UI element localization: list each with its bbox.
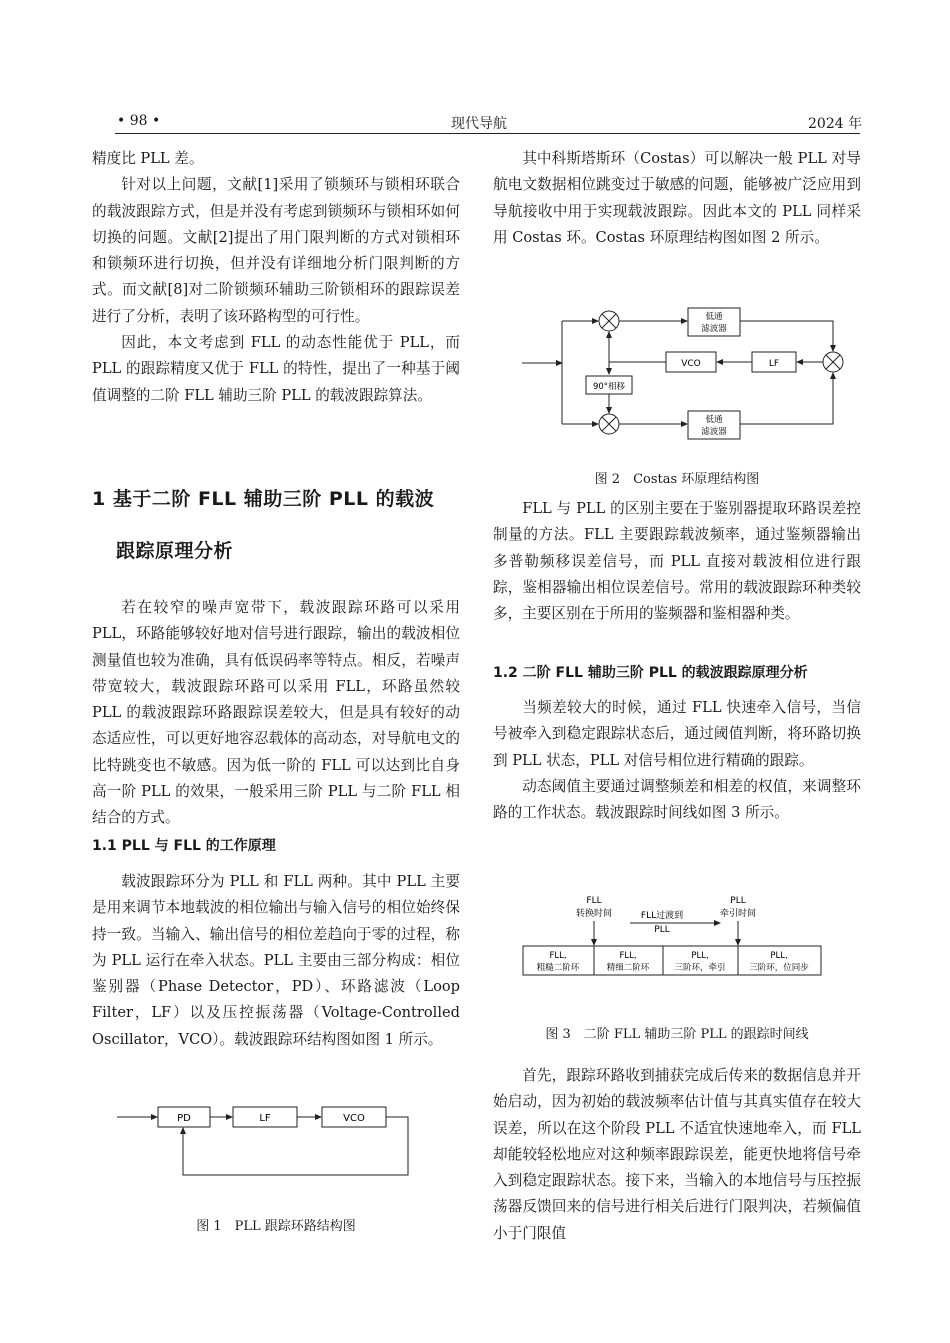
right-column-bottom: [493, 1063, 861, 1247]
stage-label: 三阶环，牵引: [674, 963, 726, 973]
pd-label: PD: [177, 1113, 191, 1124]
paragraph: 针对以上问题，文献[1]采用了锁频环与锁相环联合的载波跟踪方式，但是并没有考虑到锁频环与锁相环如何切换的问题。文献[2]提出了用门限判断的方式对锁相环和锁频环进行切换，但并没有详细地分析门限判断的方式。而文献[8]对二阶锁频环辅助三阶锁相环的跟踪误差进行了分析，表明了该环路构型的可行性。: [92, 176, 460, 325]
marker-label: PLL: [730, 896, 746, 906]
stage-label: 粗糙二阶环: [536, 963, 580, 973]
left-column-mid: [92, 595, 460, 832]
stage-label: 三阶环，位同步: [749, 963, 809, 973]
paragraph: 其中科斯塔斯环（Costas）可以解决一般 PLL 对导航电文数据相位跳变过于敏感的问题，能够被广泛应用到导航接收中用于实现载波跟踪。因此本文的 PLL 同样采用 Costas 环。Costas 环原理结构图如图 2 所示。: [493, 150, 861, 246]
arrow: [740, 373, 833, 424]
paragraph: 若在较窄的噪声宽带下，载波跟踪环路可以采用 PLL，环路能够较好地对信号进行跟踪，输出的载波相位测量值也较为准确，具有低误码率等特点。相反，若噪声带宽较大，载波跟踪环路可以采用 FLL，环路虽然较 PLL 的载波跟踪环路跟踪误差较大，但是具有较好的动态适应性，可以更好地容忍载体的高动态，对导航电文的比特跳变也不敏感。因为低一阶的 FLL 可以达到比自身高一阶 PLL 的效果，一般采用三阶 PLL 与二阶 FLL 相结合的方式。: [92, 599, 460, 827]
figure-1-caption: 图 1 PLL 跟踪环路结构图: [196, 1219, 356, 1234]
section-heading-cont: 跟踪原理分析: [116, 540, 234, 562]
filter-label: 低通: [705, 415, 723, 425]
marker-label: FLL过渡到: [640, 911, 684, 921]
lf-label: LF: [768, 359, 780, 369]
paragraph: 载波跟踪环分为 PLL 和 FLL 两种。其中 PLL 主要是用来调节本地载波的相位输出与输入信号的相位始终保持一致。当输入、输出信号的相位差趋向于零的过程，称为 PLL 运行在牵入状态。PLL 主要由三部分构成：相位鉴别器（Phase Detector，PD）、环路滤波（Loop Filter，LF）以及压控振荡器（Voltage-Controlled Oscillator，VCO）。载波跟踪环结构图如图 1 所示。: [92, 873, 460, 1048]
marker-label: PLL: [654, 925, 670, 935]
paragraph: 精度比 PLL 差。: [92, 150, 204, 167]
paragraph: 首先，跟踪环路收到捕获完成后传来的数据信息并开始启动，因为初始的载波频率估计值与其真实值存在较大误差，所以在这个阶段 PLL 不适宜快速地牵入，而 FLL 却能较轻松地应对这种频率跟踪误差，能更快地将信号牵入到稳定跟踪状态。接下来，当输入的本地信号与压控振荡器反馈回来的信号进行相关后进行门限判决，若频偏值小于门限值: [493, 1067, 861, 1242]
filter-label: 滤波器: [701, 324, 727, 334]
marker-label: 转换时间: [575, 909, 613, 919]
publication-year: 2024 年: [808, 116, 863, 132]
subsection-heading: 1.1 PLL 与 FLL 的工作原理: [92, 838, 276, 854]
marker-label: FLL: [586, 896, 602, 906]
paragraph: FLL 与 PLL 的区别主要在于鉴别器提取环路误差控制量的方法。FLL 主要跟踪载波频率，通过鉴频器输出多普勒频移误差信号，而 PLL 直接对载波相位进行跟踪，鉴相器输出相位误差信号。常用的载波跟踪环种类较多，主要区别在于所用的鉴频器和鉴相器种类。: [493, 500, 861, 623]
header-rule: [115, 133, 860, 134]
section-heading: 1 基于二阶 FLL 辅助三阶 PLL 的载波: [92, 488, 435, 510]
journal-title: 现代导航: [451, 116, 507, 132]
paragraph: 当频差较大的时候，通过 FLL 快速牵入信号，当信号被牵入到稳定跟踪状态后，通过阈值判断，将环路切换到 PLL 状态，PLL 对信号相位进行精确的跟踪。: [493, 699, 861, 769]
figure-2-caption: 图 2 Costas 环原理结构图: [594, 472, 760, 487]
right-column-mid2: [493, 695, 861, 826]
lf-label: LF: [259, 1113, 271, 1124]
figure-tracking-timeline: [520, 892, 860, 982]
arrow: [740, 321, 833, 351]
filter-label: 低通: [705, 312, 723, 322]
right-column-top: [493, 146, 861, 251]
figure-costas-loop: [520, 300, 860, 445]
stage-label: 精细二阶环: [606, 963, 650, 973]
stage-label: PLL,: [691, 951, 709, 961]
stage-label: PLL,: [770, 951, 788, 961]
vco-label: VCO: [681, 359, 701, 369]
stage-label: FLL,: [549, 951, 567, 961]
left-column-top: [92, 146, 460, 409]
left-column-bottom: [92, 869, 460, 1053]
paragraph: 动态阈值主要通过调整频差和相差的权值，来调整环路的工作状态。载波跟踪时间线如图 3 所示。: [493, 777, 861, 822]
figure-3-caption: 图 3 二阶 FLL 辅助三阶 PLL 的跟踪时间线: [545, 1027, 809, 1042]
filter-label: 滤波器: [701, 427, 727, 437]
vco-label: VCO: [343, 1113, 365, 1124]
page-number: • 98 •: [117, 113, 161, 129]
stage-label: FLL,: [619, 951, 637, 961]
subsection-heading: 1.2 二阶 FLL 辅助三阶 PLL 的载波跟踪原理分析: [493, 665, 808, 681]
phase-shift-label: 90°相移: [592, 382, 626, 392]
paragraph: 因此，本文考虑到 FLL 的动态性能优于 PLL，而 PLL 的跟踪精度又优于 FLL 的特性，提出了一种基于阈值调整的二阶 FLL 辅助三阶 PLL 的载波跟踪算法。: [92, 334, 460, 404]
right-column-mid: [493, 496, 861, 627]
figure-pll-loop: [115, 1100, 415, 1182]
marker-label: 牵引时间: [719, 909, 757, 919]
